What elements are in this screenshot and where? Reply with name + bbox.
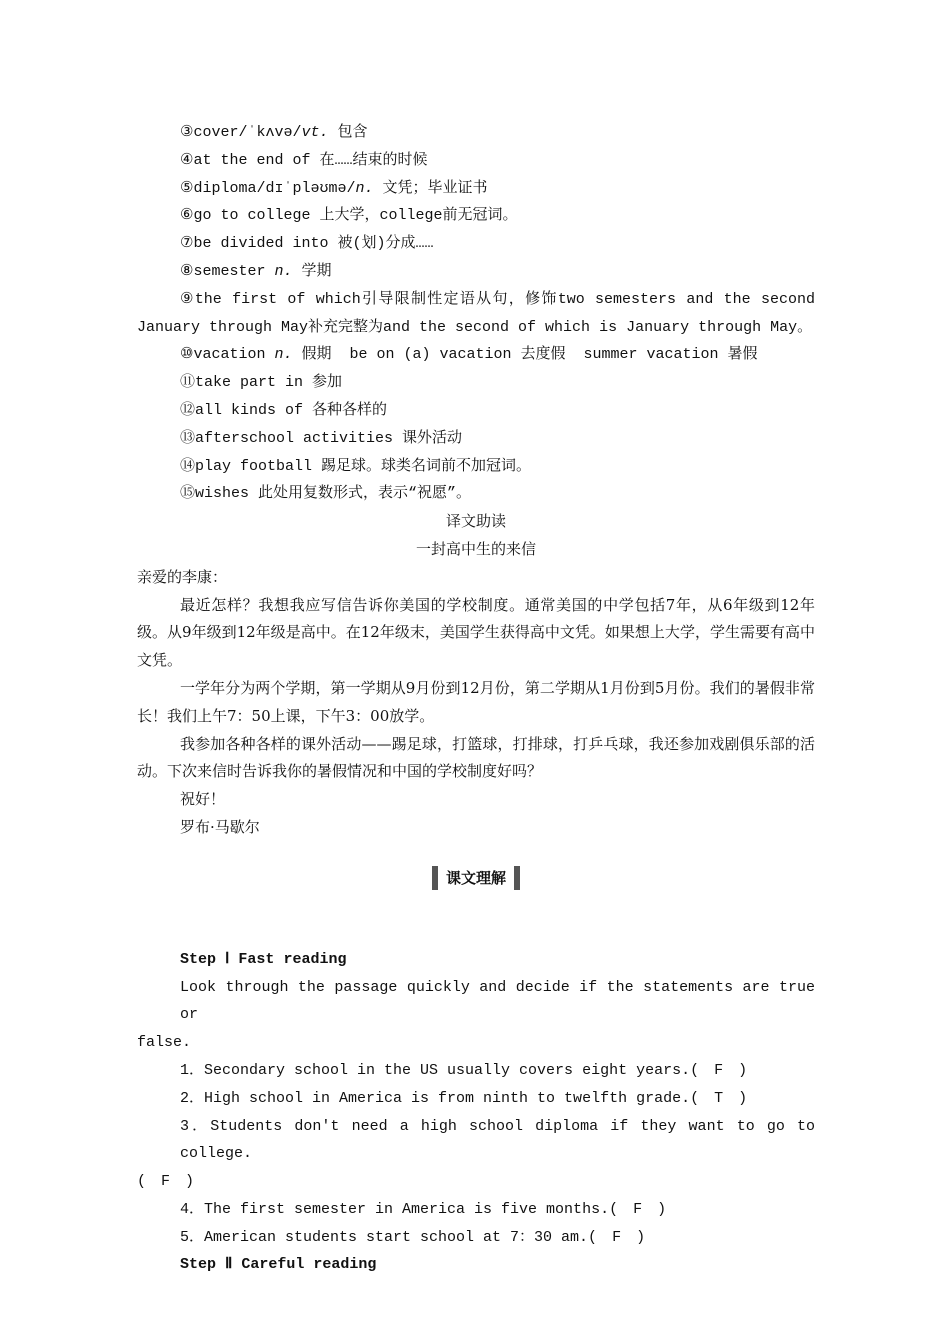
vocab-note-10 (137, 341, 815, 369)
note-term: vacation (193, 346, 275, 364)
step-1-instruction-cont: false. (137, 1034, 192, 1052)
section-bar-right (514, 866, 520, 890)
note-pos: n. (274, 262, 293, 280)
step-1-heading: Step Ⅰ Fast reading (180, 950, 347, 968)
step-1-instruction: Look through the passage quickly and decide if the statements are true or (180, 978, 815, 1024)
statement-3: 3．Students don't need a high school diploma if they want to go to college. (180, 1117, 815, 1163)
note-term: semester (193, 262, 275, 280)
note-gloss: 包含 (328, 124, 368, 141)
section-bar-left (432, 866, 438, 890)
note-9-line-2: January through May补充完整为and the second of which is January through May。 (137, 318, 813, 336)
vocab-note-4 (137, 147, 815, 175)
note-term: be divided into (193, 235, 338, 253)
translation-title: 一封高中生的来信 (415, 539, 536, 558)
statement-2: 2．High school in America is from ninth to twelfth grade.( T ) (180, 1089, 748, 1107)
note-gloss: 在……结束的时候 (319, 151, 428, 169)
note-marker: ⑤ (180, 179, 194, 197)
section-title: 课文理解 (445, 869, 506, 888)
note-pos: n. (274, 346, 293, 364)
note-gloss: 假期 be on (a) vacation 去度假 summer vacation 暑假 (292, 346, 758, 364)
note-marker: ③ (180, 124, 194, 141)
note-term: cover/ˈkʌvə/ (193, 124, 302, 141)
vocab-note-7 (137, 230, 815, 258)
vocab-note-3 (137, 119, 815, 147)
statement-4: 4．The first semester in America is five months.( F ) (180, 1200, 667, 1218)
step-2-heading: Step Ⅱ Careful reading (180, 1256, 377, 1274)
note-marker: ⑧ (180, 262, 194, 280)
letter-signature: 罗布·马歇尔 (180, 817, 260, 836)
note-term: at the end of (193, 151, 320, 169)
translation-heading: 译文助读 (445, 512, 506, 531)
vocab-note-8 (137, 258, 815, 286)
note-term: diploma/dɪˈpləʊmə/ (193, 179, 356, 197)
vocab-note-5 (137, 175, 815, 203)
statement-5: 5．American students start school at 7：30 am.( F ) (180, 1228, 646, 1246)
note-marker: ⑦ (180, 235, 194, 253)
letter-salutation: 亲爱的李康： (137, 567, 228, 586)
note-9-line-1: ⑨the first of which引导限制性定语从句，修饰two semesters and the second (180, 290, 815, 308)
note-gloss: 被(划)分成…… (337, 235, 434, 253)
vocab-note-14: ⑭play football 踢足球。球类名词前不加冠词。 (180, 457, 532, 475)
note-term: go to college (193, 207, 320, 225)
vocab-note-6 (137, 202, 815, 230)
note-gloss: 上大学，college前无冠词。 (319, 207, 518, 225)
letter-paragraph-2: 一学年分为两个学期，第一学期从9月份到12月份，第二学期从1月份到5月份。我们的暑假非常长！我们上午7：50上课，下午3：00放学。 (137, 678, 815, 725)
section-header (137, 858, 815, 898)
statement-1: 1．Secondary school in the US usually covers eight years.( F ) (180, 1061, 748, 1079)
letter-paragraph-1: 最近怎样？我想我应写信告诉你美国的学校制度。通常美国的中学包括7年，从6年级到12年级。从9年级到12年级是高中。在12年级末，美国学生获得高中文凭。如果想上大学，学生需要有高中文凭。 (137, 595, 815, 670)
note-marker: ⑩ (180, 346, 194, 364)
note-pos: n. (355, 179, 374, 197)
content-column (137, 119, 815, 1279)
vocab-note-12: ⑫all kinds of 各种各样的 (180, 401, 388, 419)
note-gloss: 文凭；毕业证书 (373, 179, 488, 197)
vocab-note-13: ⑬afterschool activities 课外活动 (180, 429, 463, 447)
letter-closing: 祝好！ (180, 790, 226, 809)
note-gloss: 学期 (292, 262, 332, 280)
note-marker: ④ (180, 151, 194, 169)
letter-paragraph-3: 我参加各种各样的课外活动——踢足球，打篮球，打排球，打乒乓球，我还参加戏剧俱乐部的活动。下次来信时告诉我你的暑假情况和中国的学校制度好吗？ (137, 734, 815, 781)
vocab-note-15: ⑮wishes 此处用复数形式，表示“祝愿”。 (180, 485, 472, 503)
statement-3-answer: ( F ) (137, 1173, 195, 1191)
vocab-note-11: ⑪take part in 参加 (180, 374, 343, 392)
note-marker: ⑥ (180, 207, 194, 225)
note-pos: vt. (301, 124, 329, 141)
